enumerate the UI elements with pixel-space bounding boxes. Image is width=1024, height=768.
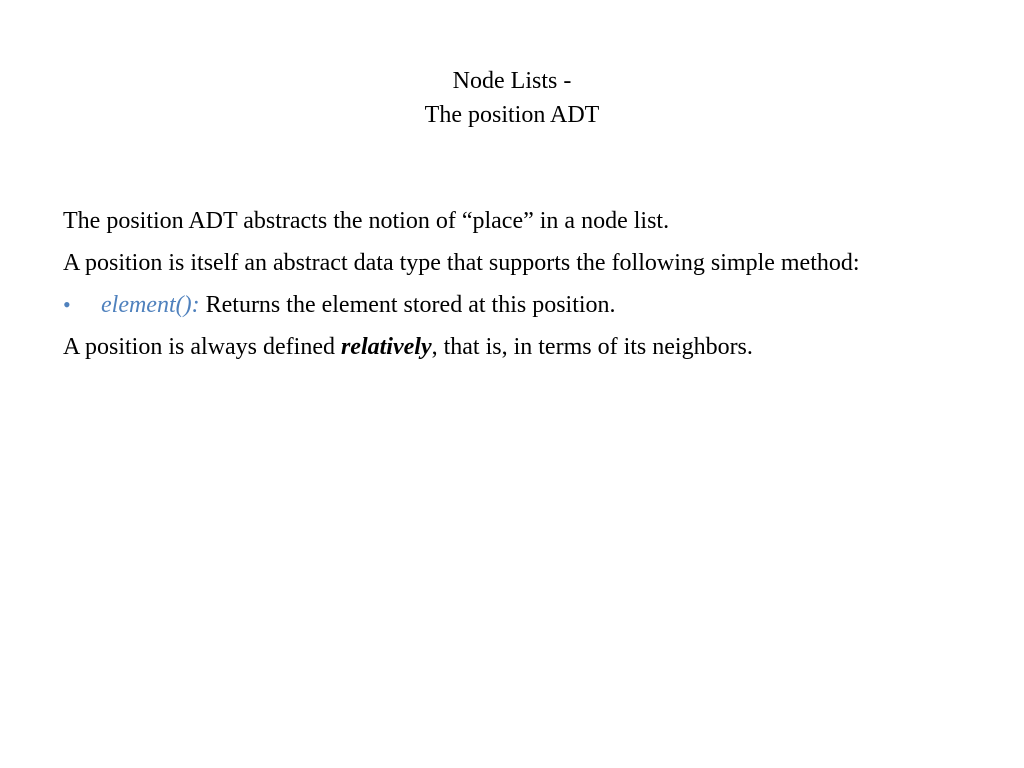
closing-emphasis: relatively: [340, 334, 432, 360]
slide-title: [0, 64, 1024, 132]
bullet-description: Returns the element stored at this position.: [199, 292, 616, 318]
title-line-1: Node Lists -: [452, 68, 572, 94]
bullet-marker: •: [63, 292, 71, 317]
closing-paragraph: [63, 330, 943, 364]
closing-prefix: A position is always defined: [63, 334, 341, 360]
bullet-term: element():: [101, 292, 200, 318]
paragraph-1: The position ADT abstracts the notion of “place” in a node list.: [63, 208, 670, 234]
bullet-item: [63, 288, 943, 322]
slide-body: [63, 204, 943, 372]
paragraph-2: A position is itself an abstract data type that supports the following simple method:: [63, 250, 860, 276]
closing-suffix: , that is, in terms of its neighbors.: [431, 334, 753, 360]
title-line-2: The position ADT: [424, 102, 600, 128]
